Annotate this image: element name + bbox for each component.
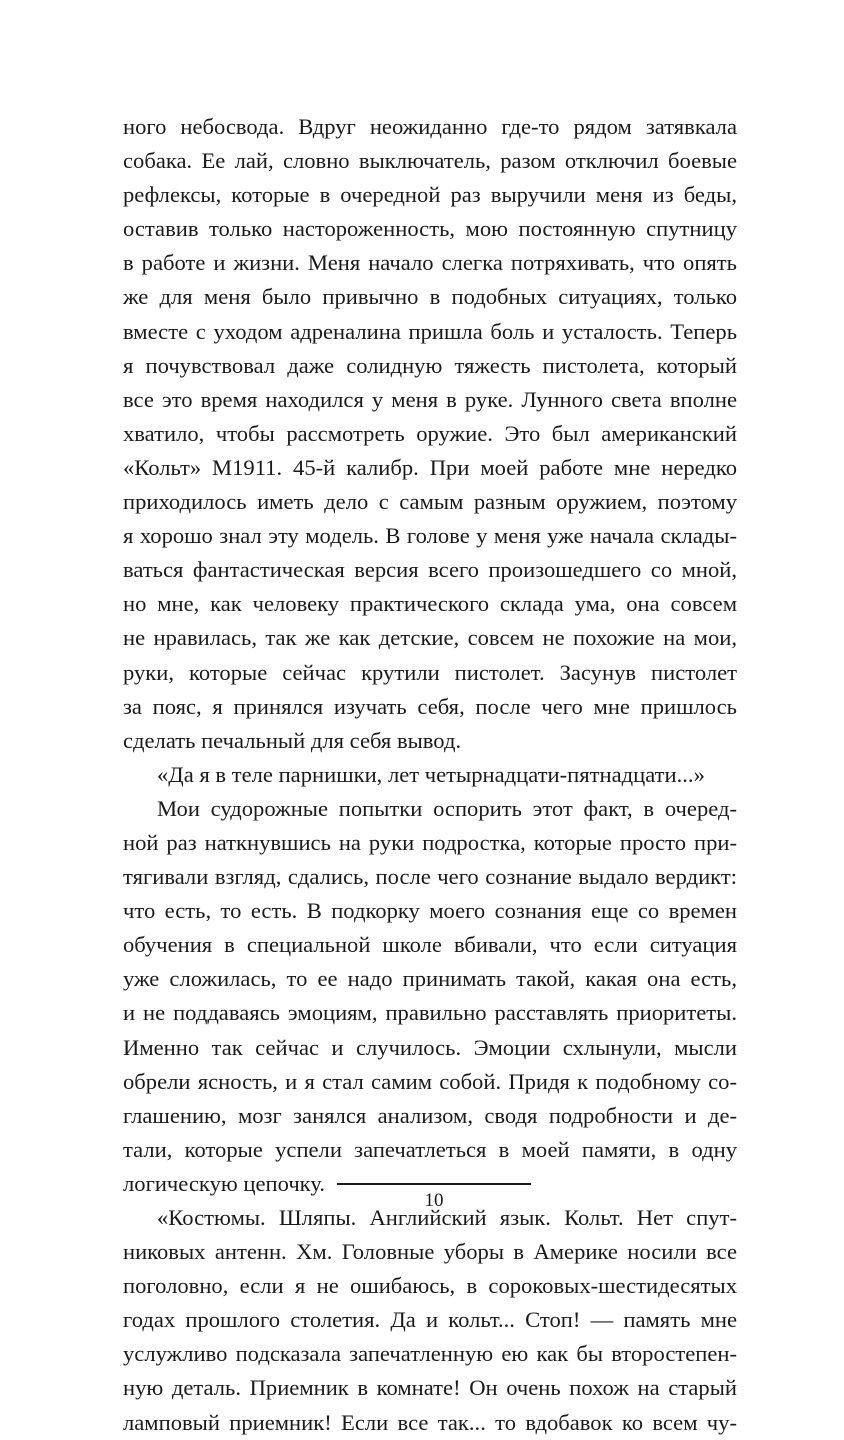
text-line: уже сложилась, то ее надо принимать такой, какая она есть,: [123, 966, 737, 992]
text-line: тягивали взгляд, сдались, после чего сознание выдало вердикт:: [123, 864, 737, 890]
text-line: Мои судорожные попытки оспорить этот факт, в очеред-: [157, 795, 737, 821]
text-line: «Да я в теле парнишки, лет четырнадцати-пятнадцати...»: [157, 761, 705, 787]
text-line: за пояс, я принялся изучать себя, после чего мне пришлось: [123, 693, 737, 719]
text-line: руки, которые сейчас крутили пистолет. Засунув пистолет: [123, 659, 737, 685]
text-line: обрели ясность, и я стал самим собой. Придя к подобному со-: [123, 1068, 737, 1094]
text-line: не нравилась, так же как детские, совсем не похожие на мои,: [123, 625, 737, 651]
text-line: годах прошлого столетия. Да и кольт... Стоп! — память мне: [123, 1307, 737, 1333]
text-line: я хорошо знал эту модель. В голове у меня уже начала склады-: [123, 523, 737, 549]
text-line: никовых антенн. Хм. Головные уборы в Америке носили все: [123, 1239, 737, 1265]
text-line: глашению, мозг занялся анализом, сводя подробности и де-: [123, 1102, 737, 1128]
text-line: в работе и жизни. Меня начало слегка потряхивать, что опять: [123, 250, 737, 276]
text-line: услужливо подсказала запечатленную ею как бы второстепен-: [123, 1341, 737, 1367]
text-line: «Кольт» M1911. 45-й калибр. При моей работе мне нередко: [123, 454, 737, 480]
text-line: ламповый приемник! Если все так... то вдобавок ко всем чу-: [123, 1409, 737, 1435]
text-line: вместе с уходом адреналина пришла боль и усталость. Теперь: [123, 318, 737, 344]
text-line: обучения в специальной школе вбивали, что если ситуация: [123, 932, 737, 958]
text-line: что есть, то есть. В подкорку моего сознания еще со времен: [123, 898, 737, 924]
text-line: собака. Ее лай, словно выключатель, разом отключил боевые: [123, 148, 737, 174]
body-text: [123, 110, 737, 1440]
text-line: же для меня было привычно в подобных ситуациях, только: [123, 284, 737, 310]
text-line: я почувствовал даже солидную тяжесть пистолета, который: [123, 352, 737, 378]
text-line: ного небосвода. Вдруг неожиданно где-то рядом затявкала: [123, 114, 737, 139]
text-line: хватило, чтобы рассмотреть оружие. Это был американский: [123, 420, 737, 446]
text-line: все это время находился у меня в руке. Лунного света вполне: [123, 386, 737, 412]
text-line: Именно так сейчас и случилось. Эмоции схлынули, мысли: [123, 1034, 737, 1060]
text-line: ваться фантастическая версия всего произошедшего со мной,: [123, 557, 737, 583]
text-line: и не поддаваясь эмоциям, правильно расставлять приоритеты.: [123, 1000, 737, 1026]
text-line: но мне, как человеку практического склада ума, она совсем: [123, 591, 737, 617]
text-line: ной раз наткнувшись на руки подростка, которые просто при-: [123, 829, 737, 855]
text-line: тали, которые успели запечатлеться в моей памяти, в одну: [123, 1136, 737, 1162]
text-line: логическую цепочку.: [123, 1170, 326, 1196]
text-line: оставив только настороженность, мою постоянную спутницу: [123, 216, 737, 242]
text-line: рефлексы, которые в очередной раз выручили меня из беды,: [123, 182, 737, 208]
footer-rule: [337, 1183, 531, 1185]
text-line: сделать печальный для себя вывод.: [123, 727, 462, 753]
text-line: поголовно, если я не ошибаюсь, в сороковых-шестидесятых: [123, 1273, 737, 1299]
text-line: ную деталь. Приемник в комнате! Он очень похож на старый: [123, 1375, 737, 1401]
text-line: приходилось иметь дело с самым разным оружием, поэтому: [123, 489, 737, 515]
page-number: 10: [424, 1190, 444, 1211]
text-line: «Костюмы. Шляпы. Английский язык. Кольт. Нет спут-: [157, 1205, 737, 1230]
